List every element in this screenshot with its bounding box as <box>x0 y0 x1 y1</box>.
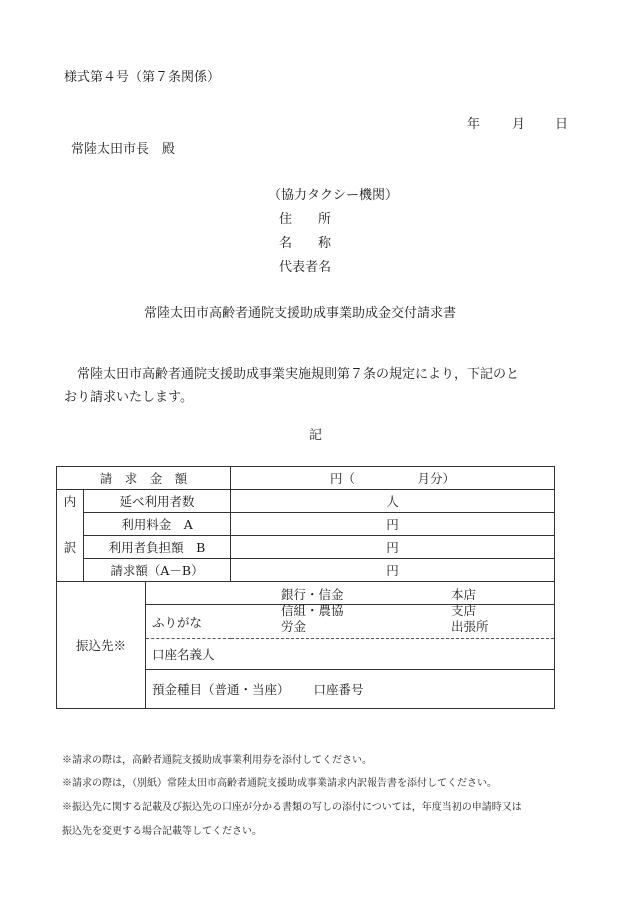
deposit-type-cell <box>146 670 555 709</box>
body-line-1: 常陸太田市高齢者通院支援助成事業実施規則第７条の規定により，下記のと <box>77 367 520 382</box>
applicant-address-label: 住 所 <box>279 212 332 227</box>
applicant-rep-label: 代表者名 <box>279 260 332 275</box>
branch-type: 本店 <box>451 587 477 602</box>
branch-type: 出張所 <box>451 619 489 634</box>
bank-type: 銀行・信金 <box>281 587 344 602</box>
addressee: 常陸太田市長 殿 <box>71 142 176 157</box>
account-holder-label: 口座名義人 <box>146 639 555 670</box>
note-1: ※請求の際は，高齢者通院支援助成事業利用券を添付してください。 <box>62 755 372 766</box>
note-2: ※請求の際は，（別紙）常陸太田市高齢者通院支援助成事業請求内訳報告書を添付してください。 <box>62 778 497 789</box>
bank-type: 信組・農協 <box>281 603 344 618</box>
claim-amount-label: 請 求 金 額 <box>57 467 231 490</box>
breakdown-row-unit: 円 <box>231 559 555 582</box>
breakdown-label-bottom: 訳 <box>57 536 84 559</box>
claim-table <box>56 466 555 709</box>
date-year-label: 年 <box>467 117 481 132</box>
applicant-name-label: 名 称 <box>279 236 332 251</box>
date-month-label: 月 <box>512 117 526 132</box>
transfer-destination-label: 振込先※ <box>57 582 146 709</box>
deposit-type-label: 預金種目（普通・当座） <box>152 682 290 697</box>
furigana-label: ふりがな <box>146 605 555 639</box>
note-3: ※振込先に関する記載及び振込先の口座が分かる書類の写しの添付については，年度当初の申請時又は <box>62 802 522 813</box>
breakdown-row-unit: 円 <box>231 513 555 536</box>
claim-amount-value: 円（ 月分） <box>231 467 555 490</box>
breakdown-row-label: 利用者負担額 B <box>84 536 231 559</box>
breakdown-row-label: 延べ利用者数 <box>84 490 231 513</box>
breakdown-row-label: 利用料金 A <box>84 513 231 536</box>
bank-type: 労金 <box>281 619 307 634</box>
breakdown-row-unit: 円 <box>231 536 555 559</box>
account-number-label: 口座番号 <box>313 682 364 697</box>
form-number: 様式第４号（第７条関係） <box>64 70 221 85</box>
breakdown-row-label: 請求額（A－B） <box>84 559 231 582</box>
document-title: 常陸太田市高齢者通院支援助成事業助成金交付請求書 <box>144 306 457 321</box>
note-4: 振込先を変更する場合記載等してください。 <box>62 826 262 837</box>
breakdown-row-unit: 人 <box>231 490 555 513</box>
date-day-label: 日 <box>555 117 569 132</box>
applicant-org-label: （協力タクシー機関） <box>268 188 399 203</box>
branch-type: 支店 <box>451 603 477 618</box>
breakdown-label-top: 内 <box>57 490 84 513</box>
body-line-2: おり請求いたします。 <box>64 390 193 405</box>
ki-heading: 記 <box>309 428 323 443</box>
